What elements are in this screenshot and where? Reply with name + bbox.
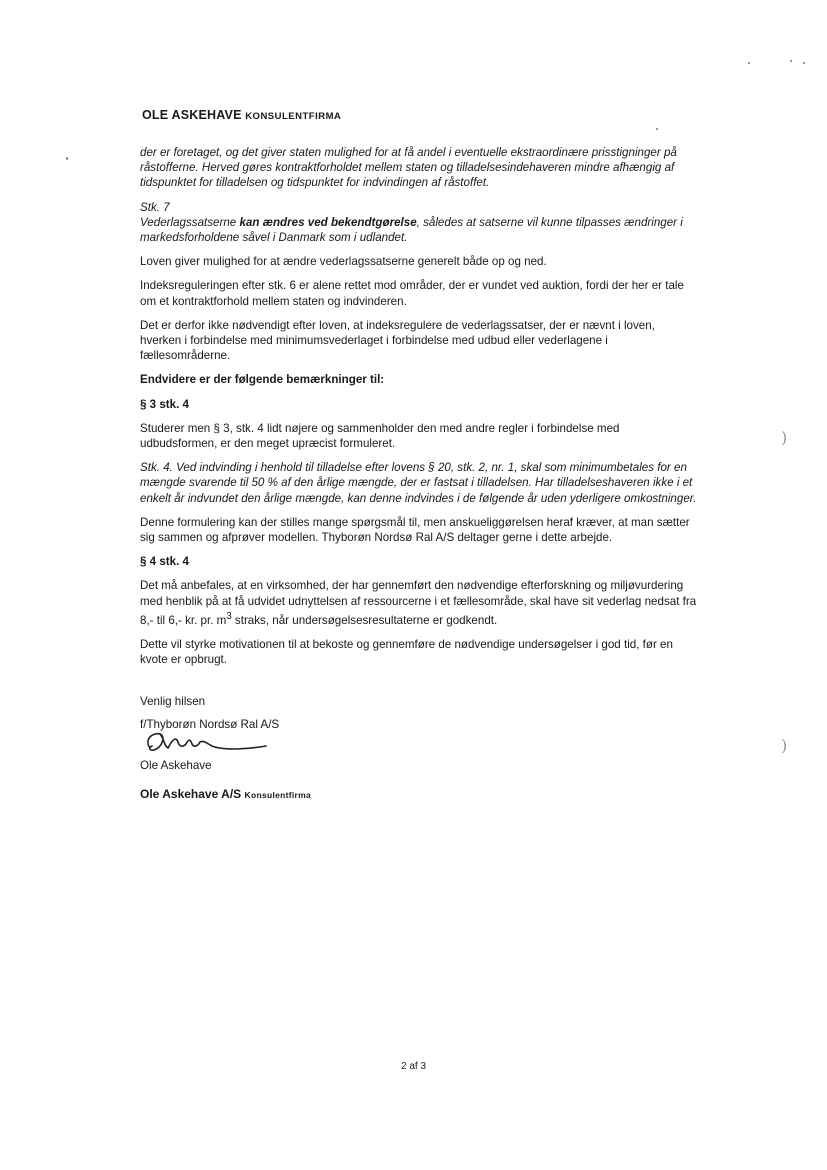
stk7-text-post: , således at satserne vil kunne tilpasses ændringer i markedsforholdene såvel i Danmark som i udlandet. [140,215,683,245]
paragraph-stk4-quote: Stk. 4. Ved indvinding i henhold til tilladelse efter lovens § 20, stk. 2, nr. 1, skal som minimumbetales for en mængde svarende til 50 % af den årlige mængde, der er fastsat i tilladelsen. Har tilladelseshaveren ikke i et enkelt år indvundet den årlige mængde, kan denne indvindes i de følgende år uden yderligere omkostninger. [140,461,697,505]
letter-body [140,145,698,810]
stk7-text-pre: Vederlagssatserne [140,215,240,229]
cubic-superscript: 3 [226,610,232,622]
scan-speck [790,60,792,62]
anbefales-text-post: straks, når undersøgelsesresultaterne er godkendt. [231,613,498,627]
greeting: Venlig hilsen [140,695,206,709]
scan-speck [803,62,805,64]
page-number: 2 af 3 [400,1061,427,1072]
closing-block [140,694,698,803]
paragraph-ikke-noedvendigt: Det er derfor ikke nødvendigt efter loven, at indeksregulere de vederlagssatser, der er nævnt i loven, hverken i forbindelse med minimumsvederlaget i forbindelse med udbud eller vederlagene i fællesområderne. [140,318,655,363]
signatory-name: Ole Askehave [140,758,212,772]
stk7-block [140,200,698,246]
paragraph-loven: Loven giver mulighed for at ændre vederlagssatserne generelt både op og ned. [140,255,547,269]
scan-speck [66,157,68,160]
paragraph-indeksregulering: Indeksreguleringen efter stk. 6 er alene rettet mod områder, der er vundet ved auktion, fordi der her er tale om et kontraktforhold mellem staten og indvinderen. [140,279,684,308]
heading-bemaerkninger: Endvidere er der følgende bemærkninger til: [140,373,385,387]
scan-speck [656,128,658,130]
on-behalf: f/Thyborøn Nordsø Ral A/S [140,717,280,731]
paragraph-studerer: Studerer men § 3, stk. 4 lidt nøjere og sammenholder den med andre regler i forbindelse med udbudsformen, er den meget upræcist formuleret. [140,421,620,451]
scan-speck [748,62,750,64]
signature-icon [142,728,272,758]
paragraph-formulering: Denne formulering kan der stilles mange spørgsmål til, men anskueliggørelsen heraf kræver, at man sætter sig sammen og afprøver modellen. Thyborøn Nordsø Ral A/S deltager gerne i dette arbejde. [140,515,690,545]
paragraph-motivation: Dette vil styrke motivationen til at bekoste og gennemføre de nødvendige undersøgelser i god tid, før en kvote er opbrugt. [140,637,673,667]
stk7-text-bold: kan ændres ved bekendtgørelse [239,215,417,229]
letterhead [142,108,341,122]
stk7-label: Stk. 7 [140,200,170,214]
heading-4-stk-4: § 4 stk. 4 [140,555,189,569]
footer-company-name: Ole Askehave A/S [140,786,242,801]
punch-hole-mark: ) [781,428,788,447]
heading-3-stk-4: § 3 stk. 4 [140,397,189,411]
letterhead-company-suffix: KONSULENTFIRMA [245,111,342,122]
anbefales-text-pre: Det må anbefales, at en virksomhed, der har gennemført den nødvendige efterforskning og miljøvurdering med henblik på at få udvidet udnyttelsen af ressourcerne i et fællesområde, skal have sit vederlag nedsat fra 8,- til 6,- kr. pr. m [140,579,697,627]
paragraph-anbefales [140,578,698,627]
letterhead-company-name: OLE ASKEHAVE [142,108,242,122]
footer-company [140,787,698,803]
footer-company-suffix: Konsulentfirma [244,789,312,800]
punch-hole-mark: ) [781,736,788,755]
paragraph-intro: der er foretaget, og det giver staten mulighed for at få andel i eventuelle ekstraordinære prisstigninger på råstofferne. Herved gøres kontraktforholdet mellem staten og tilladelsesindehaveren mindre afhængig af tidspunktet for tilladelsen og tidspunktet for indvindingen af råstoffet. [140,146,677,190]
